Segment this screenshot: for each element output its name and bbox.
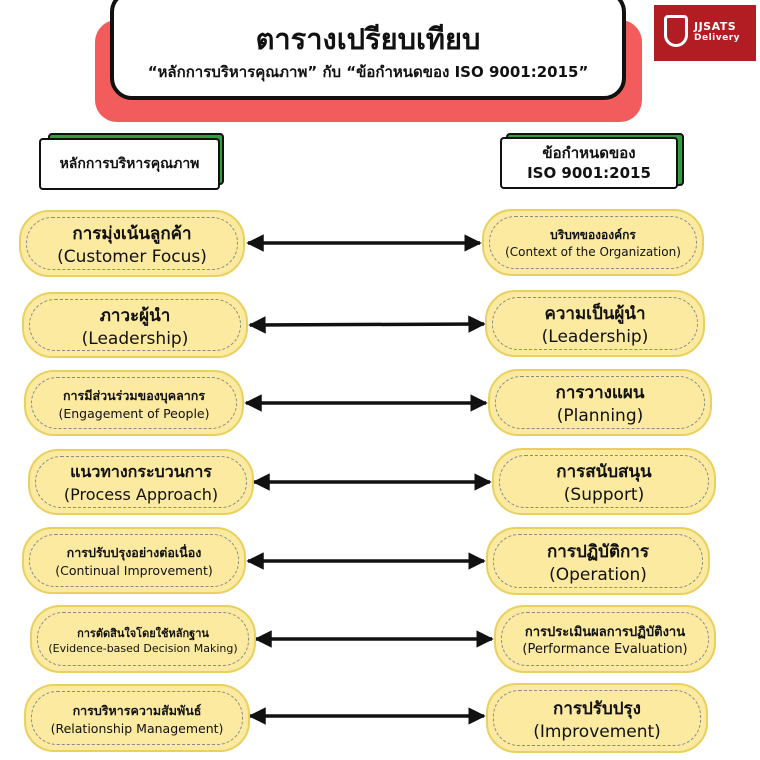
right-clause-6-th: การประเมินผลการปฏิบัติงาน: [524, 625, 686, 640]
right-clause-3-th: การวางแผน: [555, 383, 645, 403]
logo-sub: Delivery: [694, 33, 741, 43]
right-clause-4-th: การสนับสนุน: [556, 462, 652, 482]
right-clause-5-th: การปฏิบัติการ: [547, 541, 649, 562]
left-principle-7-en: (Relationship Management): [50, 720, 224, 736]
left-principle-6: [30, 605, 256, 673]
right-clause-7: [486, 683, 708, 753]
right-clause-6: [494, 605, 716, 673]
left-principle-1-en: (Customer Focus): [57, 247, 207, 267]
left-principle-4-en: (Process Approach): [63, 485, 219, 504]
left-principle-5-en: (Continual Improvement): [55, 563, 213, 578]
right-clause-1: [482, 209, 704, 276]
left-principle-3-en: (Engagement of People): [58, 405, 210, 421]
right-header-line2: ISO 9001:2015: [527, 164, 651, 182]
left-principle-7: [24, 684, 250, 752]
left-principle-2-en: (Leadership): [81, 328, 189, 349]
logo-name: JJSATS: [694, 20, 737, 33]
left-header-label: หลักการบริหารคุณภาพ: [59, 156, 200, 172]
right-clause-4-en: (Support): [563, 485, 645, 505]
left-principle-3: [24, 370, 244, 436]
left-principle-4-th: แนวทางกระบวนการ: [70, 462, 212, 481]
right-clause-7-en: (Improvement): [533, 721, 661, 742]
right-clause-2-th: ความเป็นผู้นำ: [544, 304, 646, 324]
left-principle-6-th: การตัดสินใจโดยใช้หลักฐาน: [77, 626, 209, 640]
left-principle-1: [19, 210, 245, 277]
left-principle-3-th: การมีส่วนร่วมของบุคลากร: [62, 387, 206, 403]
right-header-line1: ข้อกำหนดของ: [542, 144, 636, 162]
left-principle-7-th: การบริหารความสัมพันธ์: [72, 702, 202, 718]
left-principle-4: [28, 449, 254, 515]
left-principle-1-th: การมุ่งเน้นลูกค้า: [72, 224, 192, 244]
right-clause-5: [486, 527, 710, 595]
right-clause-4: [492, 448, 716, 515]
right-clause-5-en: (Operation): [549, 564, 647, 585]
right-clause-1-en: (Context of the Organization): [505, 245, 681, 259]
left-principle-5-th: การปรับปรุงอย่างต่อเนื่อง: [66, 545, 202, 560]
page-title: ตารางเปรียบเทียบ: [255, 22, 481, 56]
page-subtitle: “หลักการบริหารคุณภาพ” กับ “ข้อกำหนดของ ISO 9001:2015”: [147, 63, 589, 81]
right-clause-3-en: (Planning): [556, 406, 644, 426]
right-clause-2-en: (Leadership): [541, 327, 649, 347]
right-clause-1-th: บริบทขององค์กร: [550, 228, 636, 242]
right-clause-7-th: การปรับปรุง: [553, 698, 641, 719]
left-principle-2: [22, 292, 248, 358]
left-principle-6-en: (Evidence-based Decision Making): [48, 641, 238, 655]
arrow-2: [250, 324, 484, 325]
right-clause-6-en: (Performance Evaluation): [522, 642, 688, 657]
left-principle-2-th: ภาวะผู้นำ: [99, 305, 171, 326]
right-clause-3: [488, 369, 712, 436]
left-principle-5: [22, 527, 246, 594]
right-clause-2: [485, 290, 705, 357]
